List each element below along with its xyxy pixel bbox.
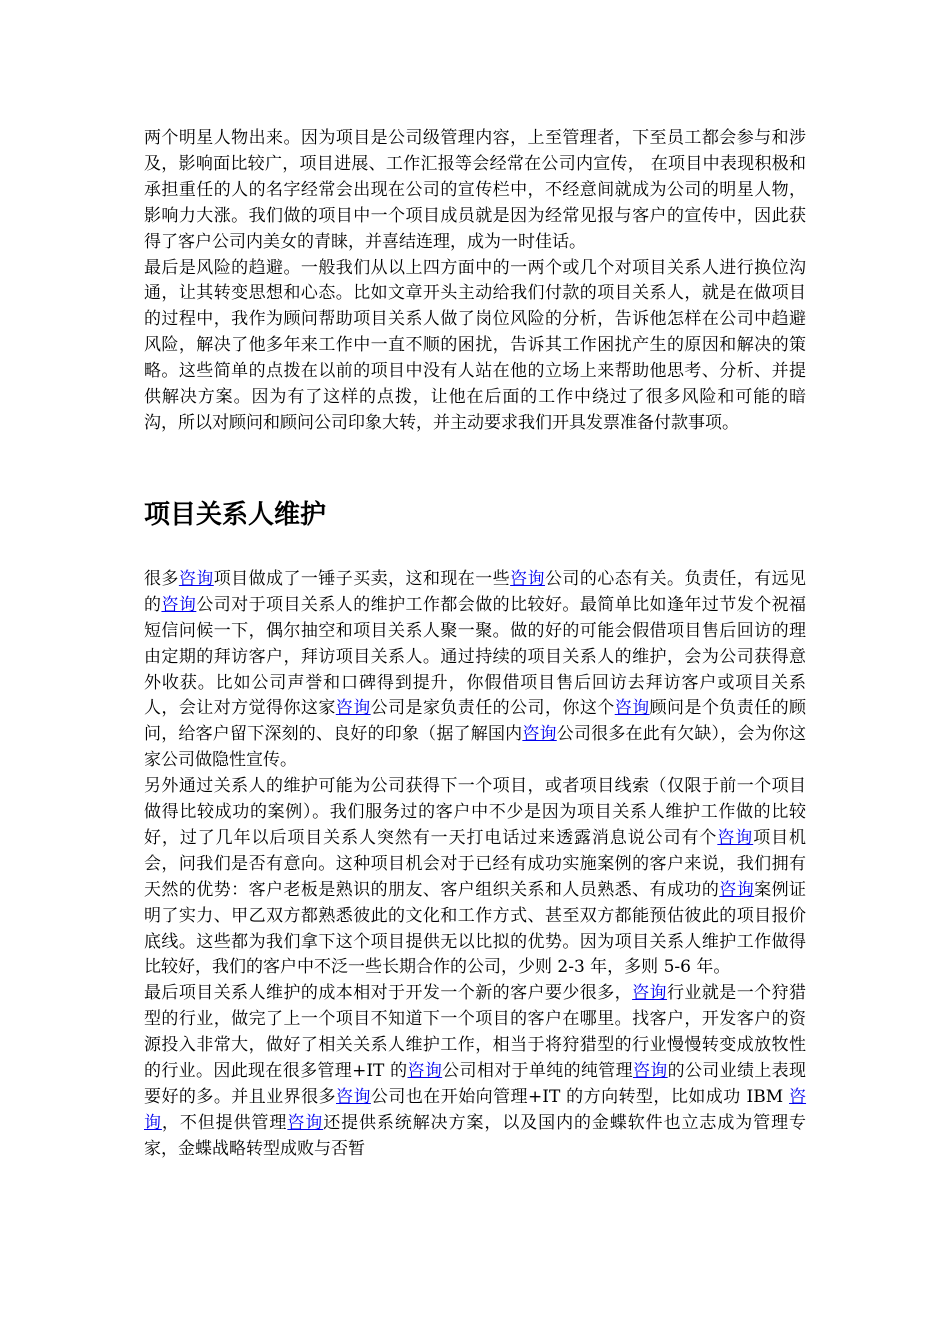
consulting-link[interactable]: 咨询: [717, 827, 754, 848]
paragraph: [144, 256, 806, 437]
heading-block: [144, 437, 806, 567]
consulting-link[interactable]: 咨询: [178, 568, 214, 589]
paragraph: [144, 126, 806, 256]
paragraph-text: 项目做成了一锤子买卖，这和现在一些: [213, 568, 511, 589]
paragraph-text: 的公司业绩上表现要好的多。并且业界很多: [144, 1061, 807, 1107]
paragraph-text: 顾问是个负责任的顾问，给客户留下深刻的、良好的印象（据了解国内: [144, 698, 807, 745]
paragraph-text: 还提供系统解决方案，以及国内的金蝶软件也立志成为管理专家，金蝶战略转型成败与否暂: [144, 1112, 807, 1159]
paragraph: [144, 774, 806, 981]
consulting-link[interactable]: 咨询: [144, 1087, 807, 1133]
section-heading: 项目关系人维护: [144, 499, 327, 530]
consulting-link[interactable]: 咨询: [510, 568, 545, 589]
consulting-link[interactable]: 咨询: [632, 1061, 668, 1082]
consulting-link[interactable]: 咨询: [632, 983, 667, 1004]
paragraph-text: ，不但提供管理: [161, 1112, 288, 1133]
consulting-link[interactable]: 咨询: [522, 724, 557, 745]
bottom-paragraphs: [144, 567, 806, 1163]
paragraph-text: 行业就是一个狩猎型的行业，做完了上一个项目不知道下一个项目的客户在哪里。找客户，开发客户的资源投入非常大，做好了相关关系人维护工作，相当于将狩猎型的行业慢慢转变成放牧性的行业。因此现在很多管理+IT 的: [144, 983, 807, 1082]
paragraph-text: 公司很多在此有欠缺），会为你这家公司做隐性宣传。: [144, 724, 807, 771]
consulting-link[interactable]: 咨询: [719, 879, 755, 900]
consulting-link[interactable]: 咨询: [335, 698, 371, 719]
paragraph-text: 最后项目关系人维护的成本相对于开发一个新的客户要少很多，: [144, 983, 633, 1004]
paragraph-text: 公司相对于单纯的纯管理: [442, 1061, 633, 1082]
consulting-link[interactable]: 咨询: [407, 1061, 443, 1082]
paragraph-text: 项目机会，问我们是否有意向。这种项目机会对于已经有成功实施案例的客户来说，我们拥有天然的优势：客户老板是熟识的朋友、客户组织关系和人员熟悉、有成功的: [144, 827, 807, 900]
paragraph-text: 案例证明了实力、甲乙双方都熟悉彼此的文化和工作方式、甚至双方都能预估彼此的项目报价底线。这些都为我们拿下这个项目提供无以比拟的优势。因为项目关系人维护工作做得比较好，我们的客户中不泛一些长期合作的公司，少则 2-3 年，多则 5-6 年。: [144, 879, 807, 978]
paragraph-text: 两个明星人物出来。因为项目是公司级管理内容，上至管理者，下至员工都会参与和涉及，影响面比较广，项目进展、工作汇报等会经常在公司内宣传， 在项目中表现积极和承担重任的人的名字经常会出现在公司的宣传栏中，不经意间就成为公司的明星人物，影响力大涨。我们做的项目中一个项目成员就是因为经常见报与客户的宣传中，因此获得了客户公司内美女的青睐，并喜结连理，成为一时佳话。: [144, 128, 806, 252]
paragraph-text: 公司是家负责任的公司，你这个: [370, 698, 615, 719]
document-body: [144, 126, 806, 1163]
paragraph: [144, 567, 806, 774]
paragraph-text: 另外通过关系人的维护可能为公司获得下一个项目，或者项目线索（仅限于前一个项目做得比较成功的案例）。我们服务过的客户中不少是因为项目关系人维护工作做的比较好，过了几年以后项目关系人突然有一天打电话过来透露消息说公司有个: [144, 776, 806, 848]
paragraph: [144, 981, 806, 1162]
consulting-link[interactable]: 咨询: [287, 1112, 324, 1133]
paragraph-text: 公司对于项目关系人的维护工作都会做的比较好。最简单比如逢年过节发个祝福短信问候一下，偶尔抽空和项目关系人聚一聚。做的好的可能会假借项目售后回访的理由定期的拜访客户，拜访项目关系人。通过持续的项目关系人的维护，会为公司获得意外收获。比如公司声誉和口碑得到提升，你假借项目售后回访去拜访客户或项目关系人，会让对方觉得你这家: [144, 594, 807, 719]
top-paragraphs: [144, 126, 806, 437]
paragraph-text: 公司也在开始向管理+IT 的方向转型，比如成功 IBM: [370, 1087, 790, 1107]
paragraph-text: 公司的心态有关。负责任，有远见的: [144, 568, 807, 615]
paragraph-text: 最后是风险的趋避。一般我们从以上四方面中的一两个或几个对项目关系人进行换位沟通，让其转变思想和心态。比如文章开头主动给我们付款的项目关系人，就是在做项目的过程中，我作为顾问帮助项目关系人做了岗位风险的分析，告诉他怎样在公司中趋避风险，解决了他多年来工作中一直不顺的困扰，告诉其工作困扰产生的原因和解决的策略。这些简单的点拨在以前的项目中没有人站在他的立场上来帮助他思考、分析、并提供解决方案。因为有了这样的点拨，让他在后面的工作中绕过了很多风险和可能的暗沟，所以对顾问和顾问公司印象大转，并主动要求我们开具发票准备付款事项。: [144, 257, 806, 433]
consulting-link[interactable]: 咨询: [336, 1087, 371, 1107]
paragraph-text: 很多: [144, 568, 179, 589]
consulting-link[interactable]: 咨询: [614, 698, 650, 719]
consulting-link[interactable]: 咨询: [161, 594, 197, 615]
